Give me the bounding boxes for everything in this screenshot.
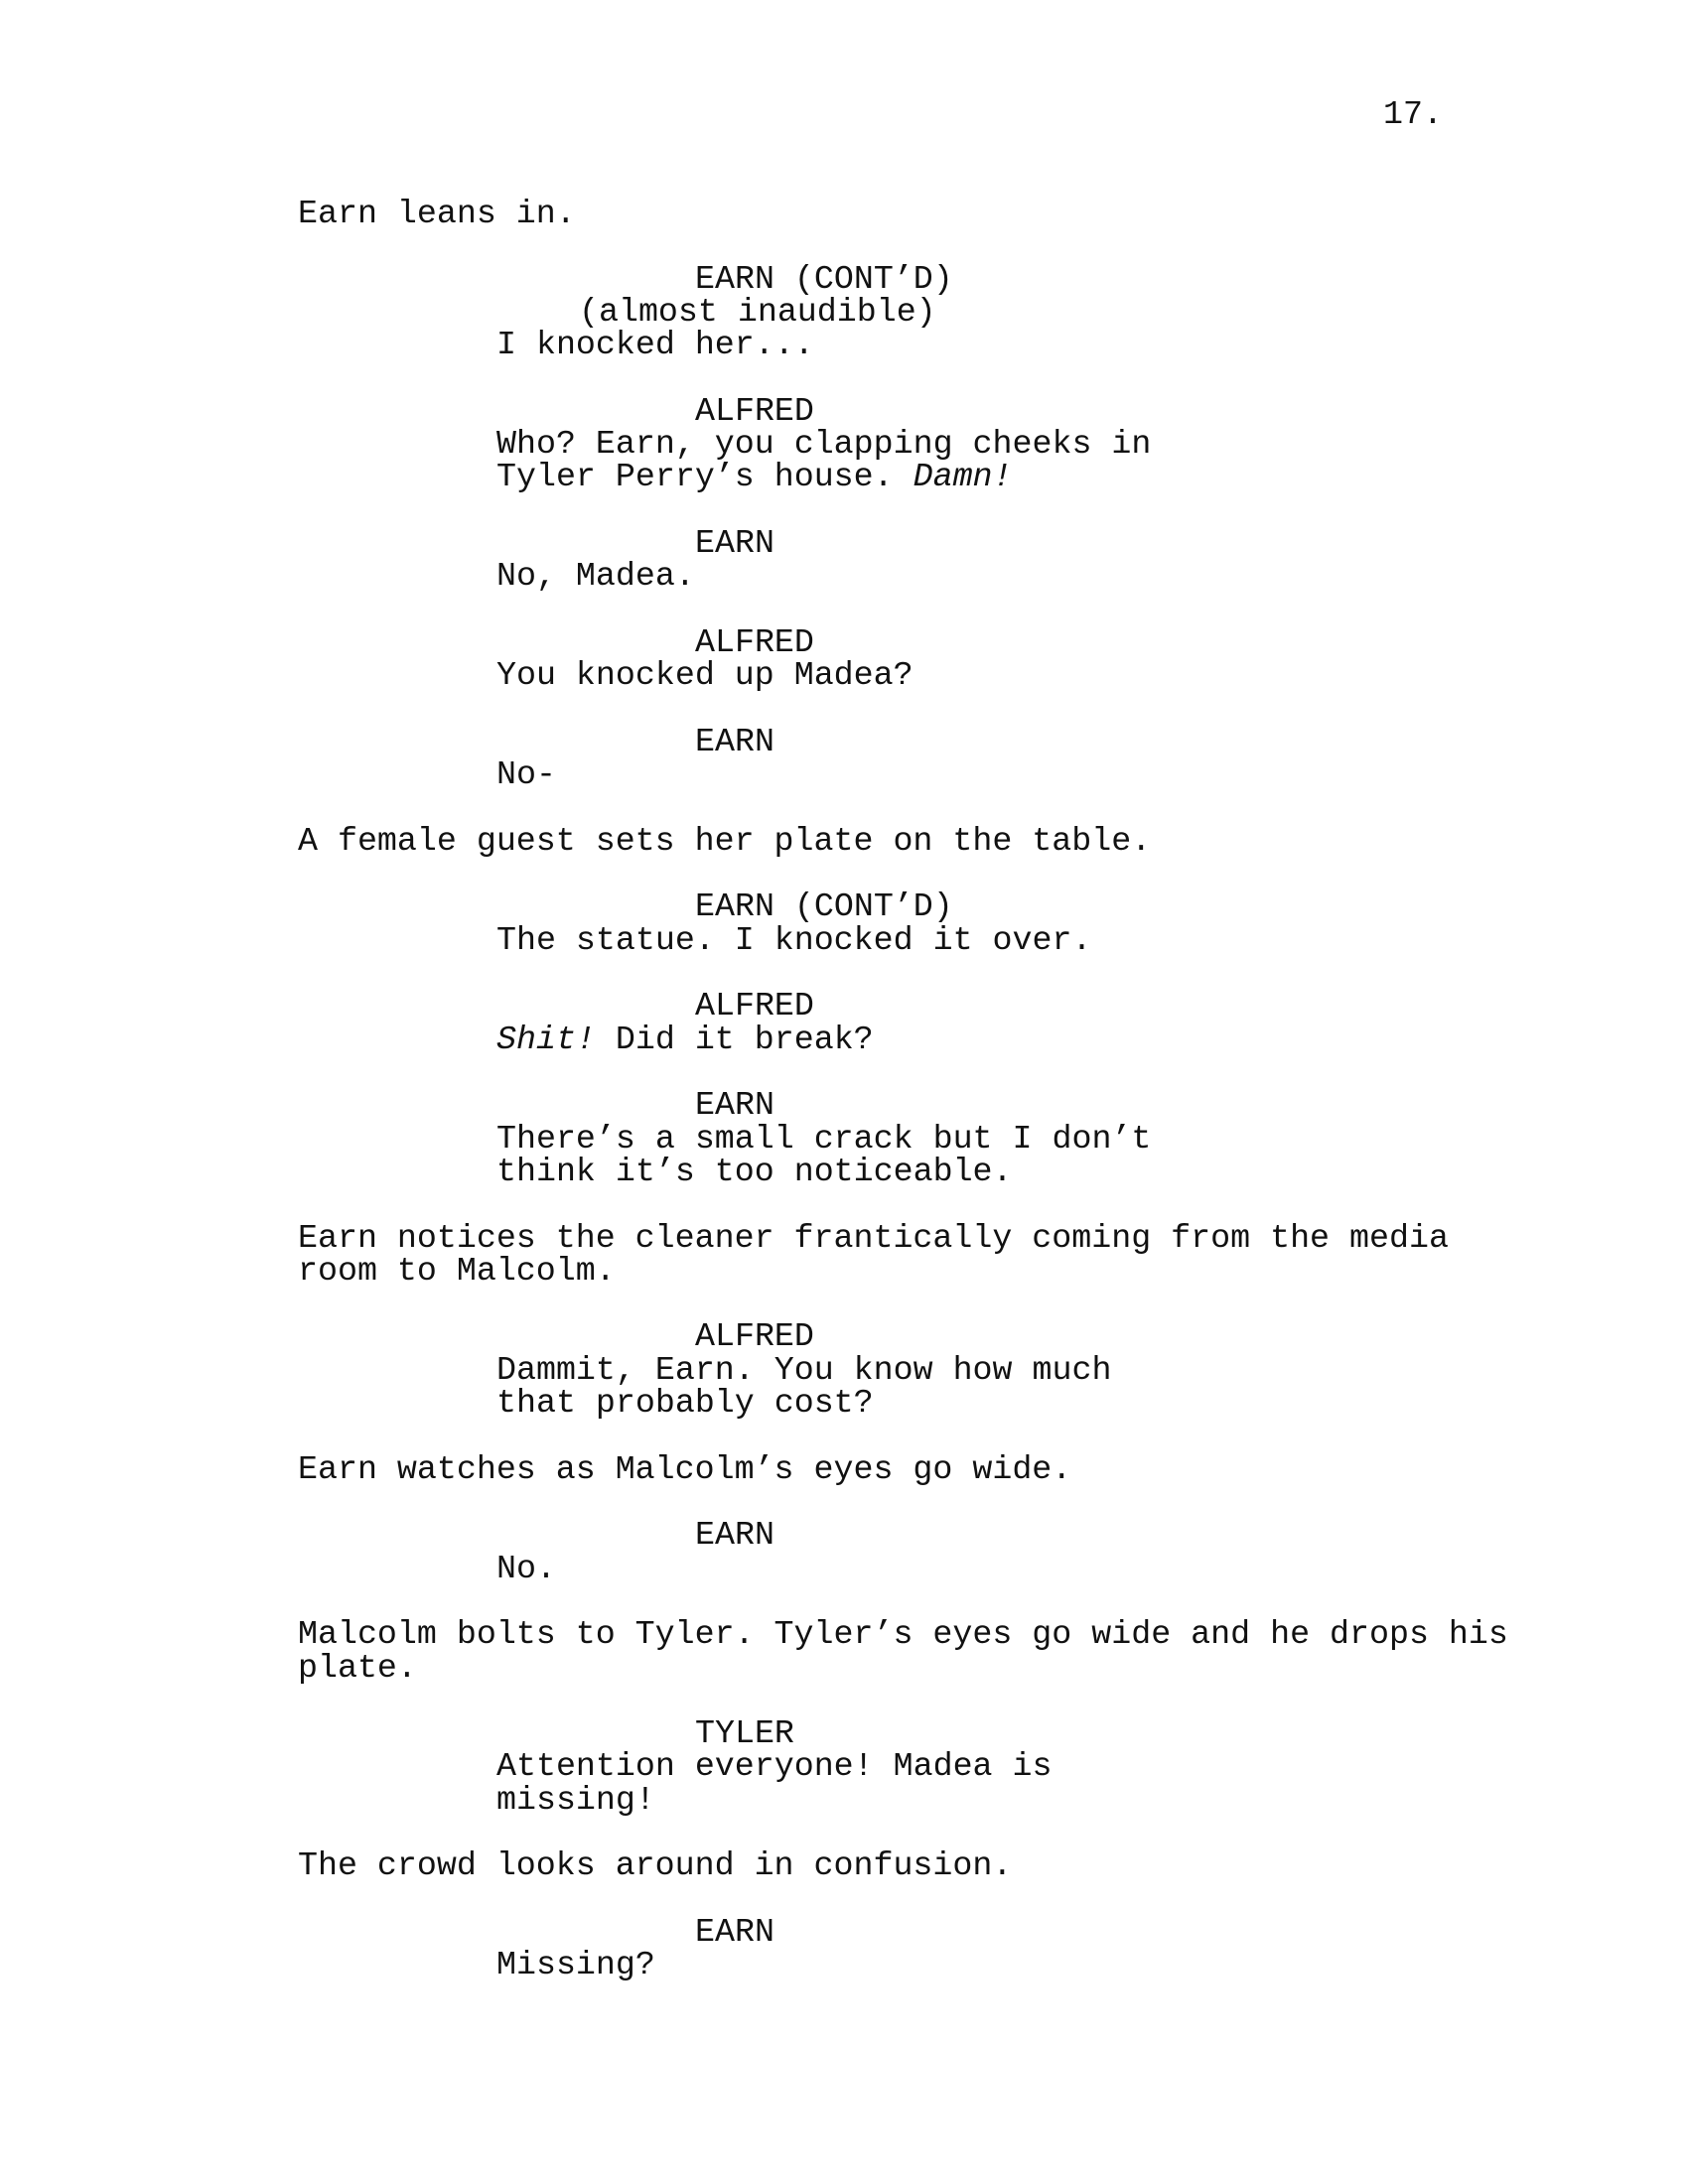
dialogue-line: Attention everyone! Madea is	[496, 1747, 1053, 1785]
action-line: A female guest sets her plate on the table.	[298, 822, 1152, 860]
action-line: Malcolm bolts to Tyler. Tyler’s eyes go wide and he drops his	[298, 1615, 1508, 1653]
parenthetical: (almost inaudible)	[579, 293, 936, 331]
character-cue: EARN	[695, 1086, 774, 1124]
character-cue: ALFRED	[695, 1317, 814, 1355]
action-line: The crowd looks around in confusion.	[298, 1846, 1013, 1884]
dialogue-line: No, Madea.	[496, 557, 695, 595]
dialogue-line: Dammit, Earn. You know how much	[496, 1351, 1112, 1389]
action-line: Earn watches as Malcolm’s eyes go wide.	[298, 1450, 1072, 1488]
dialogue-line: Missing?	[496, 1946, 655, 1983]
character-cue: ALFRED	[695, 392, 814, 430]
dialogue-line: missing!	[496, 1781, 655, 1819]
dialogue-line: No-	[496, 755, 556, 793]
character-cue: EARN	[695, 1913, 774, 1951]
dialogue-line: Who? Earn, you clapping cheeks in	[496, 425, 1152, 463]
dialogue-line	[496, 1021, 874, 1058]
dialogue-line: There’s a small crack but I don’t	[496, 1120, 1152, 1158]
page-number: 17.	[1383, 95, 1443, 133]
character-cue: ALFRED	[695, 623, 814, 661]
action-line: room to Malcolm.	[298, 1252, 616, 1290]
action-line: Earn leans in.	[298, 195, 576, 232]
dialogue-line: No.	[496, 1550, 556, 1587]
dialogue-line: The statue. I knocked it over.	[496, 921, 1092, 959]
dialogue-line: think it’s too noticeable.	[496, 1153, 1013, 1190]
dialogue-text: Tyler Perry’s house.	[496, 458, 914, 495]
dialogue-emphasis: Shit!	[496, 1021, 596, 1058]
character-cue: EARN	[695, 524, 774, 562]
character-cue: EARN (CONT’D)	[695, 887, 953, 925]
action-line: plate.	[298, 1649, 417, 1687]
character-cue: EARN (CONT’D)	[695, 260, 953, 298]
character-cue: TYLER	[695, 1714, 794, 1752]
dialogue-emphasis: Damn!	[913, 458, 1013, 495]
dialogue-line: I knocked her...	[496, 326, 814, 363]
dialogue-text: Did it break?	[595, 1021, 874, 1058]
dialogue-line	[496, 458, 1013, 495]
character-cue: ALFRED	[695, 987, 814, 1024]
dialogue-line: that probably cost?	[496, 1384, 874, 1422]
character-cue: EARN	[695, 1516, 774, 1554]
dialogue-line: You knocked up Madea?	[496, 656, 914, 694]
character-cue: EARN	[695, 723, 774, 760]
action-line: Earn notices the cleaner frantically coming from the media	[298, 1219, 1449, 1257]
